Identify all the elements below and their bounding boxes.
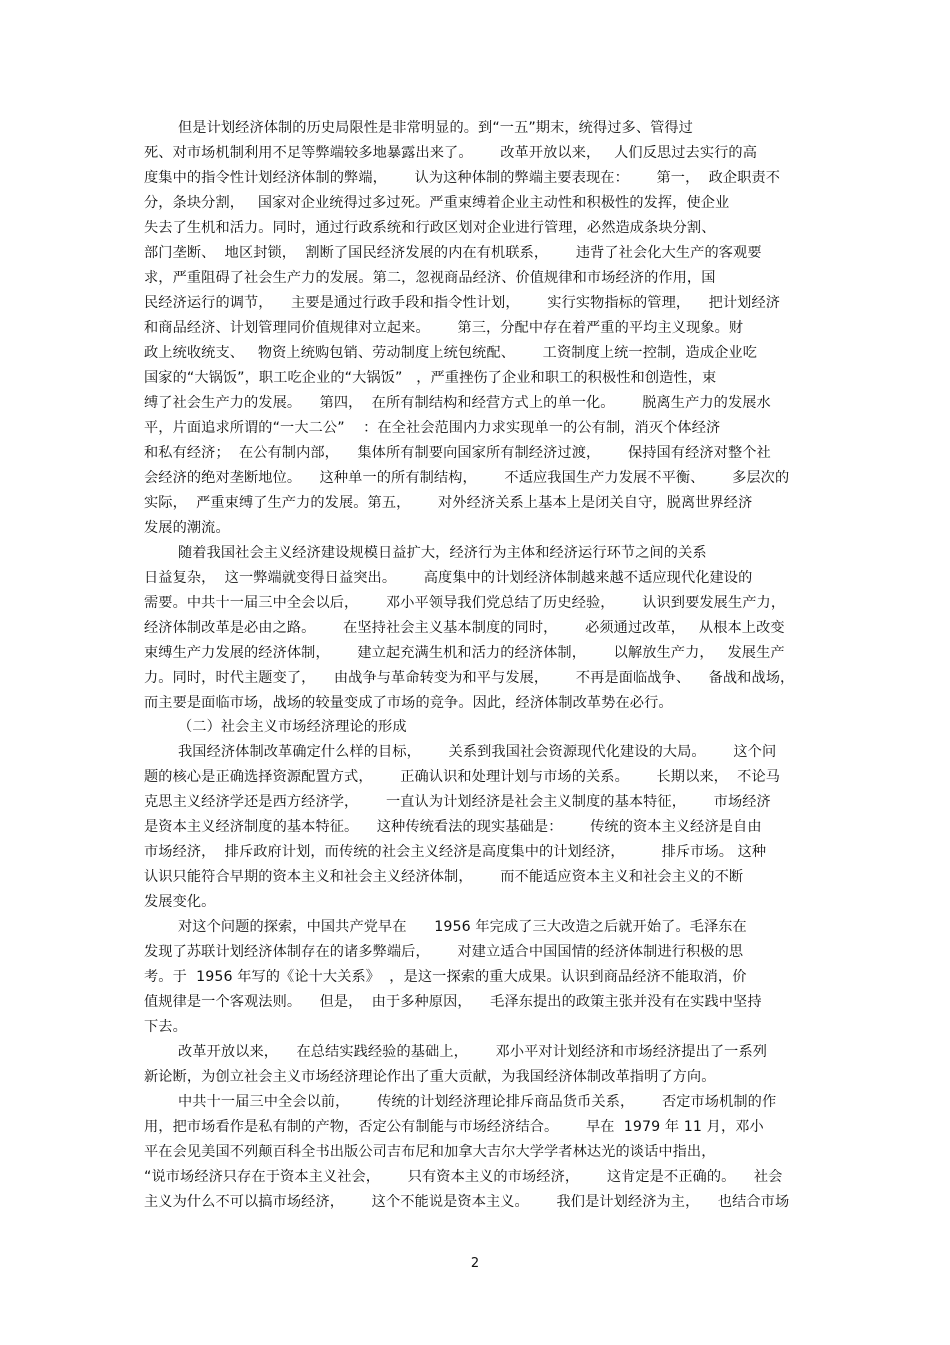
text-line: 力。同时，时代主题变了， 由战争与革命转变为和平与发展， 不再是面临战争、 备战和战场， (144, 670, 795, 686)
text-line: 部门垄断、 地区封锁， 割断了国民经济发展的内在有机联系， 违背了社会化大生产的客观要 (144, 245, 762, 261)
text-line: 缚了社会生产力的发展。 第四， 在所有制结构和经营方式上的单一化。 脱离生产力的发展水 (144, 395, 771, 411)
text-line: 而主要是面临市场，战场的较量变成了市场的竞争。因此，经济体制改革势在必行。 (144, 695, 673, 711)
page-number: 2 (470, 1256, 480, 1271)
text-line: 我国经济体制改革确定什么样的目标， 关系到我国社会资源现代化建设的大局。 这个问 (178, 744, 777, 760)
text-line: 下去。 (144, 1019, 187, 1035)
text-line: 发展的潮流。 (144, 520, 230, 536)
text-line: 发现了苏联计划经济体制存在的诸多弊端后， 对建立适合中国国情的经济体制进行积极的思 (144, 944, 744, 960)
text-line: 改革开放以来， 在总结实践经验的基础上， 邓小平对计划经济和市场经济提出了一系列 (178, 1044, 768, 1060)
text-line: 求，严重阻碍了社会生产力的发展。第二，忽视商品经济、价值规律和市场经济的作用，国 (144, 270, 716, 286)
text-line: 民经济运行的调节， 主要是通过行政手段和指令性计划， 实行实物指标的管理， 把计划经济 (144, 295, 781, 311)
text-line: 题的核心是正确选择资源配置方式， 正确认识和处理计划与市场的关系。 长期以来， 不论马 (144, 769, 781, 785)
text-line: 分，条块分割， 国家对企业统得过多过死。严重束缚着企业主动性和积极性的发挥，使企业 (144, 195, 730, 211)
text-line: 是资本主义经济制度的基本特征。 这种传统看法的现实基础是： 传统的资本主义经济是自由 (144, 819, 762, 835)
text-line: 但是计划经济体制的历史局限性是非常明显的。到“一五”期末，统得过多、管得过 (178, 120, 693, 136)
text-line: 需要。中共十一届三中全会以后， 邓小平领导我们党总结了历史经验， 认识到要发展生产力， (144, 595, 786, 611)
text-line: 政上统收统支、 物资上统购包销、劳动制度上统包统配、 工资制度上统一控制，造成企业吃 (144, 345, 757, 361)
text-line: “说市场经济只存在于资本主义社会， 只有资本主义的市场经济， 这肯定是不正确的。 社会 (144, 1169, 783, 1185)
text-line: 主义为什么不可以搞市场经济， 这个不能说是资本主义。 我们是计划经济为主， 也结合市场 (144, 1194, 790, 1210)
text-line: 克思主义经济学还是西方经济学， 一直认为计划经济是社会主义制度的基本特征， 市场经济 (144, 794, 771, 810)
text-line: 随着我国社会主义经济建设规模日益扩大，经济行为主体和经济运行环节之间的关系 (178, 545, 707, 561)
section-heading: （二）社会主义市场经济理论的形成 (178, 719, 407, 735)
text-line: 认识只能符合早期的资本主义和社会主义经济体制， 而不能适应资本主义和社会主义的不断 (144, 869, 744, 885)
text-line: 中共十一届三中全会以前， 传统的计划经济理论排斥商品货币关系， 否定市场机制的作 (178, 1094, 777, 1110)
text-line: 平，片面追求所谓的“一大二公” ：在全社会范围内力求实现单一的公有制，消灭个体经济 (144, 420, 721, 436)
text-line: 束缚生产力发展的经济体制， 建立起充满生机和活力的经济体制， 以解放生产力， 发展生产 (144, 645, 785, 661)
text-line: 考。于 1956 年写的《论十大关系》 ，是这一探索的重大成果。认识到商品经济不能取消，价 (144, 969, 747, 985)
text-line: 和商品经济、计划管理同价值规律对立起来。 第三，分配中存在着严重的平均主义现象。财 (144, 320, 744, 336)
text-line: 平在会见美国不列颠百科全书出版公司吉布尼和加拿大吉尔大学学者林达光的谈话中指出， (144, 1144, 716, 1160)
text-line: 经济体制改革是必由之路。 在坚持社会主义基本制度的同时， 必须通过改革， 从根本上改变 (144, 620, 785, 636)
text-line: 国家的“大锅饭”，职工吃企业的“大锅饭” ，严重挫伤了企业和职工的积极性和创造性，束 (144, 370, 717, 386)
text-line: 新论断，为创立社会主义市场经济理论作出了重大贡献，为我国经济体制改革指明了方向。 (144, 1069, 716, 1085)
text-line: 对这个问题的探索，中国共产党早在 1956 年完成了三大改造之后就开始了。毛泽东在 (178, 919, 747, 935)
text-line: 发展变化。 (144, 894, 216, 910)
text-line: 度集中的指令性计划经济体制的弊端， 认为这种体制的弊端主要表现在： 第一， 政企职责不 (144, 170, 781, 186)
text-line: 会经济的绝对垄断地位。 这种单一的所有制结构， 不适应我国生产力发展不平衡、 多层次的 (144, 470, 790, 486)
text-line: 实际， 严重束缚了生产力的发展。第五， 对外经济关系上基本上是闭关自守，脱离世界经济 (144, 495, 753, 511)
text-line: 死、对市场机制利用不足等弊端较多地暴露出来了。 改革开放以来， 人们反思过去实行的高 (144, 145, 757, 161)
text-line: 失去了生机和活力。同时，通过行政系统和行政区划对企业进行管理，必然造成条块分割、 (144, 220, 716, 236)
text-line: 用，把市场看作是私有制的产物，否定公有制能与市场经济结合。 早在 1979 年 11 月，邓小 (144, 1119, 764, 1135)
text-line: 值规律是一个客观法则。 但是， 由于多种原因， 毛泽东提出的政策主张并没有在实践中坚持 (144, 994, 762, 1010)
text-line: 市场经济， 排斥政府计划，而传统的社会主义经济是高度集中的计划经济， 排斥市场。 这种 (144, 844, 767, 860)
text-line: 日益复杂， 这一弊端就变得日益突出。 高度集中的计划经济体制越来越不适应现代化建设的 (144, 570, 753, 586)
text-line: 和私有经济； 在公有制内部， 集体所有制要向国家所有制经济过渡， 保持国有经济对整个社 (144, 445, 771, 461)
